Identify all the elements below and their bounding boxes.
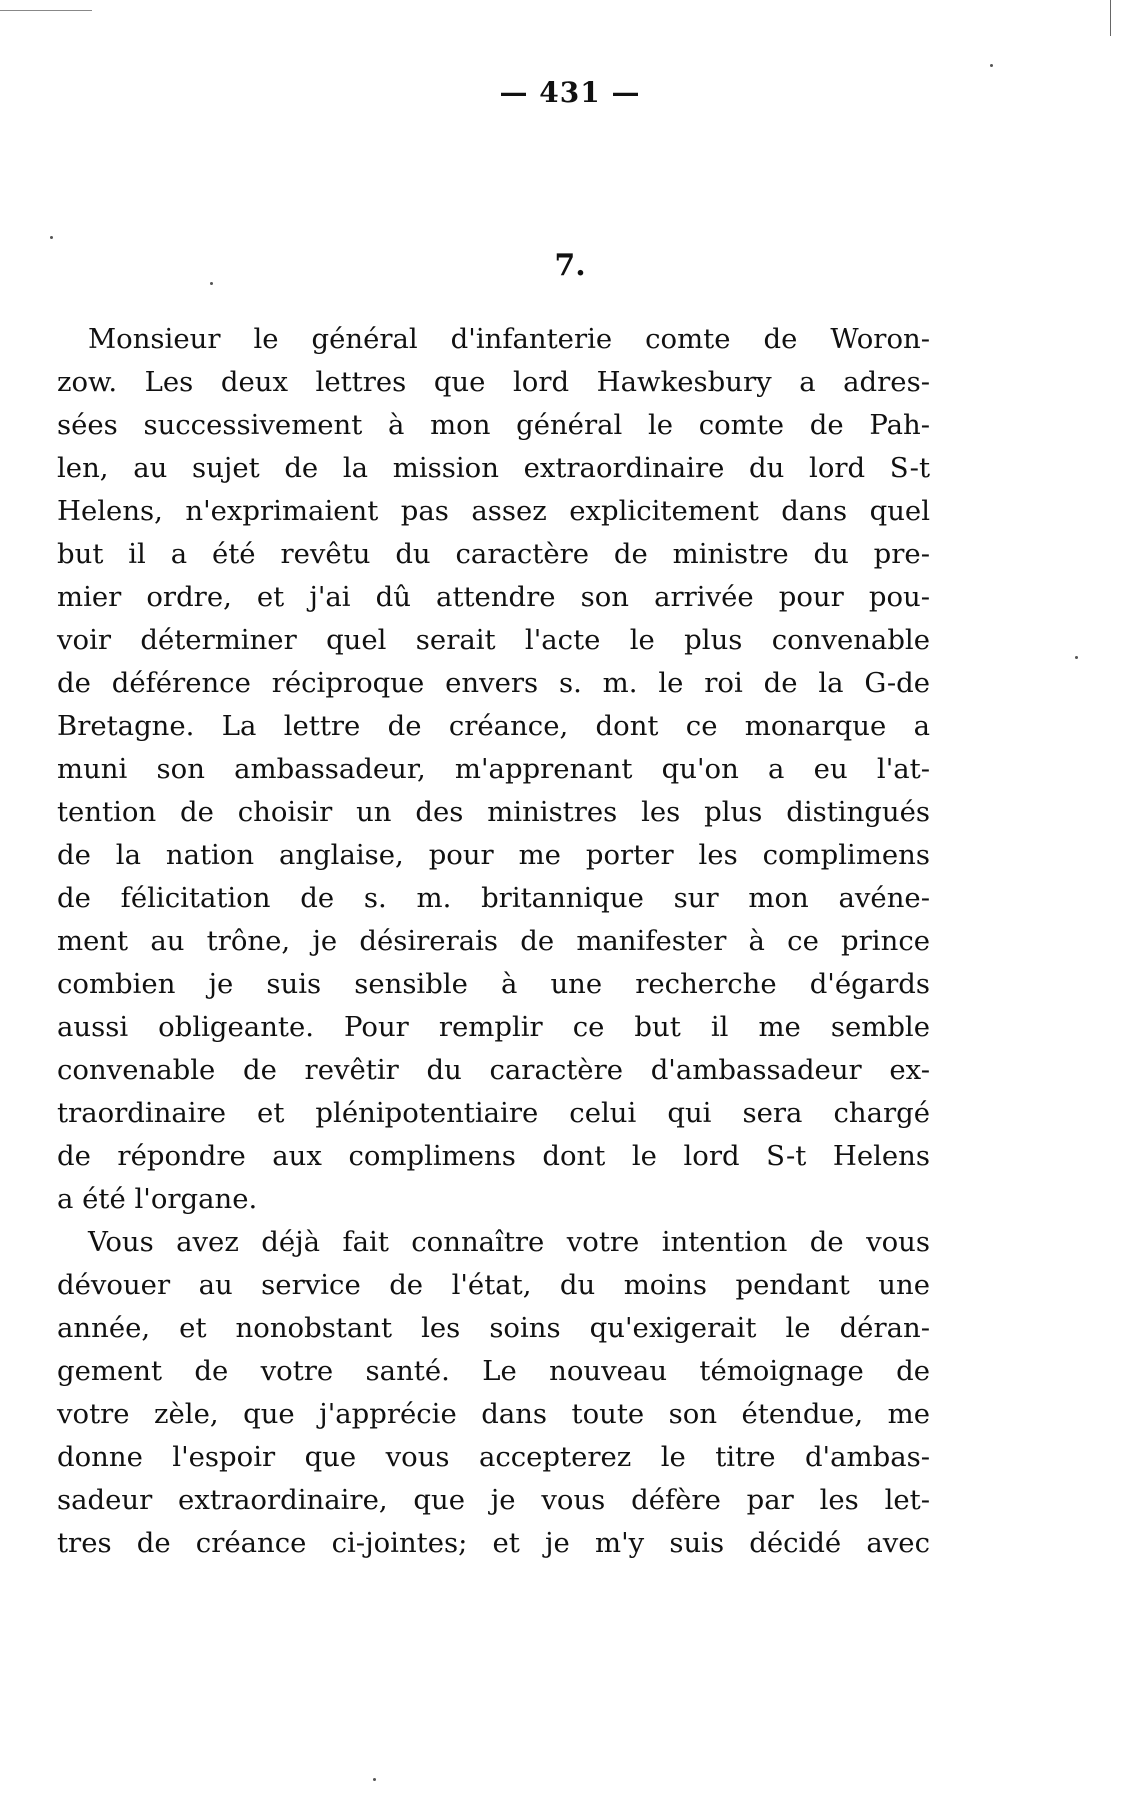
section-number: 7.	[554, 248, 586, 283]
scan-speck	[50, 236, 53, 239]
text-line: voir déterminer quel serait l'acte le plus convenable	[57, 624, 930, 656]
text-line: zow. Les deux lettres que lord Hawkesbury a adres-	[57, 366, 930, 398]
text-line: a été l'organe.	[57, 1183, 258, 1215]
text-line: gement de votre santé. Le nouveau témoignage de	[57, 1355, 930, 1387]
text-line: tres de créance ci-jointes; et je m'y suis décidé avec	[57, 1527, 930, 1559]
text-line: votre zèle, que j'apprécie dans toute son étendue, me	[57, 1398, 930, 1430]
text-line: aussi obligeante. Pour remplir ce but il me semble	[57, 1011, 930, 1043]
text-line: Bretagne. La lettre de créance, dont ce monarque a	[57, 710, 930, 742]
text-line: Monsieur le général d'infanterie comte de Woron-	[88, 323, 930, 355]
text-line: mier ordre, et j'ai dû attendre son arrivée pour pou-	[57, 581, 930, 613]
text-line: sadeur extraordinaire, que je vous défère par les let-	[57, 1484, 930, 1516]
text-line: combien je suis sensible à une recherche d'égards	[57, 968, 930, 1000]
text-line: de répondre aux complimens dont le lord S-t Helens	[57, 1140, 930, 1172]
text-line: ment au trône, je désirerais de manifester à ce prince	[57, 925, 930, 957]
text-line: len, au sujet de la mission extraordinaire du lord S-t	[57, 452, 930, 484]
text-line: de déférence réciproque envers s. m. le roi de la G-de	[57, 667, 930, 699]
scan-speck	[373, 1778, 376, 1781]
page-number: — 431 —	[499, 76, 641, 109]
scan-edge-mark	[1110, 0, 1111, 36]
text-line: Vous avez déjà fait connaître votre intention de vous	[88, 1226, 930, 1258]
text-line: donne l'espoir que vous accepterez le titre d'ambas-	[57, 1441, 930, 1473]
letter-text	[57, 318, 930, 1565]
text-line: but il a été revêtu du caractère de ministre du pre-	[57, 538, 930, 570]
text-line: année, et nonobstant les soins qu'exigerait le déran-	[57, 1312, 930, 1344]
text-line: sées successivement à mon général le comte de Pah-	[57, 409, 930, 441]
text-line: tention de choisir un des ministres les plus distingués	[57, 796, 930, 828]
scan-speck	[990, 64, 993, 67]
text-line: muni son ambassadeur, m'apprenant qu'on a eu l'at-	[57, 753, 930, 785]
text-line: traordinaire et plénipotentiaire celui qui sera chargé	[57, 1097, 930, 1129]
scan-speck	[210, 282, 213, 285]
text-line: convenable de revêtir du caractère d'ambassadeur ex-	[57, 1054, 930, 1086]
text-line: de la nation anglaise, pour me porter les complimens	[57, 839, 930, 871]
text-line: dévouer au service de l'état, du moins pendant une	[57, 1269, 930, 1301]
text-line: Helens, n'exprimaient pas assez explicitement dans quel	[57, 495, 930, 527]
scan-edge-line	[0, 10, 92, 11]
scan-speck	[1075, 656, 1078, 659]
text-line: de félicitation de s. m. britannique sur mon avéne-	[57, 882, 930, 914]
